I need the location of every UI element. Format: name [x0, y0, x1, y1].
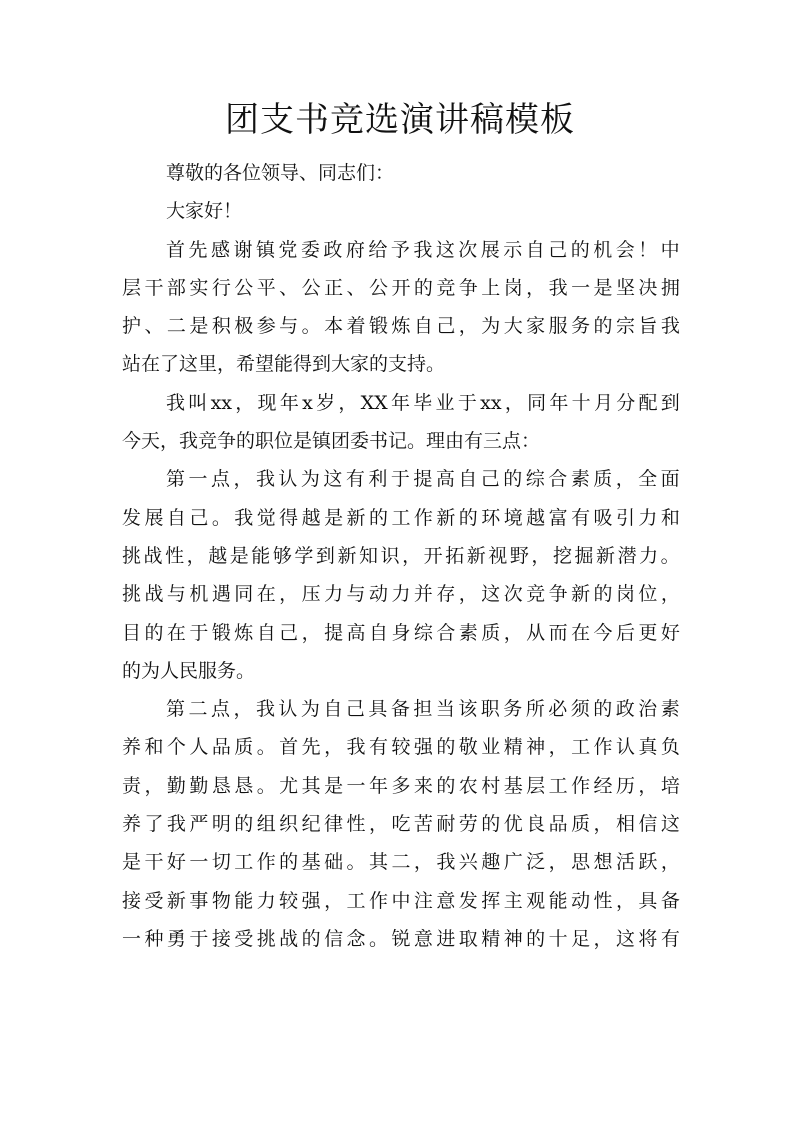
- text-line: 接 受 新 事 物 能 力 较 强 ， 工 作 中 注 意 发 挥 主 观 能 动 性 ， 具 备: [122, 889, 680, 912]
- text-line: 是 干 好 一 切 工 作 的 基 础 。 其 二 ， 我 兴 趣 广 泛 ， 思 想 活 跃 ，: [122, 851, 680, 874]
- text-line: 今天，我竞争的职位是镇团委书记。理由有三点：: [122, 430, 541, 453]
- text-line: 第 二 点 ， 我 认 为 自 己 具 备 担 当 该 职 务 所 必 须 的 政 治 素: [166, 698, 680, 721]
- text-line: 养 和 个 人 品 质 。 首 先 ， 我 有 较 强 的 敬 业 精 神 ， 工 作 认 真 负: [122, 736, 680, 759]
- text-line: 挑 战 性 ， 越 是 能 够 学 到 新 知 识 ， 开 拓 新 视 野 ， 挖 掘 新 潜 力 。: [122, 544, 680, 567]
- text-line: 责 ， 勤 勤 恳 恳 。 尤 其 是 一 年 多 来 的 农 村 基 层 工 作 经 历 ， 培: [122, 774, 680, 797]
- text-line: 发 展 自 己 。 我 觉 得 越 是 新 的 工 作 新 的 环 境 越 富 有 吸 引 力 和: [122, 506, 680, 529]
- text-line: 层 干 部 实 行 公 平 、 公 正 、 公 开 的 竞 争 上 岗 ， 我 一 是 坚 决 拥: [122, 276, 680, 299]
- text-line: 首 先 感 谢 镇 党 委 政 府 给 予 我 这 次 展 示 自 己 的 机 会 ！ 中: [166, 238, 680, 261]
- text-line: 一 种 勇 于 接 受 挑 战 的 信 念 。 锐 意 进 取 精 神 的 十 足 ， 这 将 有: [122, 927, 680, 950]
- text-line: 目 的 在 于 锻 炼 自 己 ， 提 高 自 身 综 合 素 质 ， 从 而 在 今 后 更 好: [122, 621, 680, 644]
- text-line: 护 、 二 是 积 极 参 与 。 本 着 锻 炼 自 己 ， 为 大 家 服 务 的 宗 旨 我: [122, 315, 680, 338]
- text-line: 养 了 我 严 明 的 组 织 纪 律 性 ， 吃 苦 耐 劳 的 优 良 品 质 ， 相 信 这: [122, 813, 680, 836]
- text-line: 站在了这里，希望能得到大家的支持。: [122, 353, 446, 376]
- text-line: 挑 战 与 机 遇 同 在 ， 压 力 与 动 力 并 存 ， 这 次 竞 争 新 的 岗 位 ，: [122, 583, 680, 606]
- text-line: 第 一 点 ， 我 认 为 这 有 利 于 提 高 自 己 的 综 合 素 质 ， 全 面: [166, 468, 680, 491]
- text-line: 大家好！: [166, 200, 243, 223]
- text-line: 我 叫 xx ， 现 年 x 岁 ， XX 年 毕 业 于 xx ， 同 年 十 月 分 配 到: [166, 391, 680, 414]
- text-line: 的为人民服务。: [122, 659, 256, 682]
- text-line: 尊敬的各位领导、同志们：: [166, 162, 395, 184]
- document-title: 团支书竞选演讲稿模板: [225, 100, 575, 140]
- document-body: [122, 154, 680, 958]
